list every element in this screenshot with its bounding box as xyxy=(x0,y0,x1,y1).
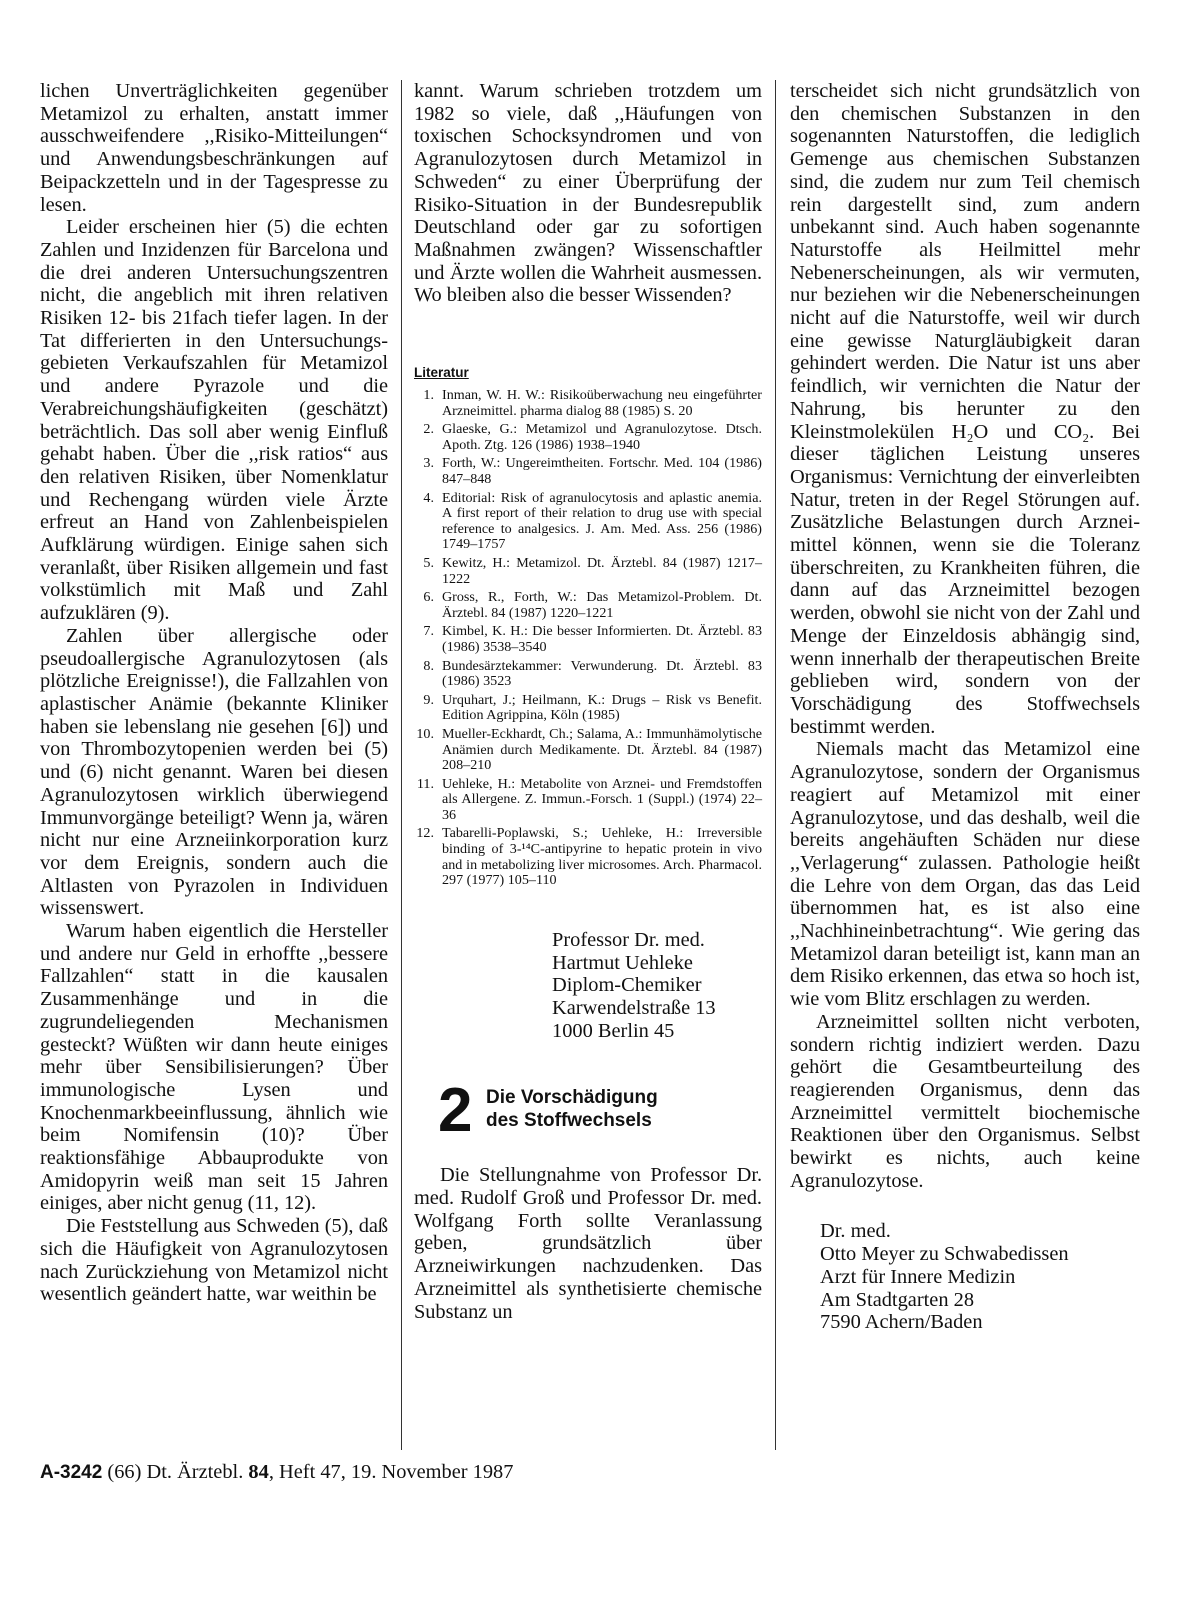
reference-text: Uehleke, H.: Metabolite von Arznei- und Fremdstoffen als Allergene. Z. Immun.-Forsch. 1 (Suppl.) (1974) 22–36 xyxy=(442,775,762,823)
paragraph: kannt. Warum schrieben trotzdem um 1982 so viele, daß ,,Häufungen von toxischen Schocksyndromen und von Agranulozytosen durch Metamizol in Schweden“ zu einer Überprüfung der Risiko-Situation in der Bundesrepublik Deutschland oder gar zu sofortigen Maßnahmen zwängen? Wissenschaftler und Ärzte wollen die Wahrheit ausmessen. Wo bleiben also die besser Wissenden? xyxy=(414,80,762,307)
reference-item xyxy=(414,826,762,888)
address-line: 1000 Berlin 45 xyxy=(552,1019,675,1042)
reference-number: 6. xyxy=(423,589,434,606)
reference-number: 3. xyxy=(423,455,434,472)
reference-item xyxy=(414,777,762,824)
reference-text: Urquhart, J.; Heilmann, K.: Drugs – Risk vs Benefit. Edition Agrippina, Köln (1985) xyxy=(442,691,762,724)
reference-item xyxy=(414,659,762,690)
paragraph: Zahlen über allergische oder pseudoallergische Agranulozytosen (als plötzliche Ereignisse!), die Fallzahlen von aplastischer Anämie (bekannte Kliniker haben sie lebenslang nie gesehen [6]) und von Thrombozytopenien werden bei (5) und (6) nicht genannt. Waren bei diesen Agranulozytosen wirklich überwiegend Immunvorgänge beteiligt? Wenn ja, wären nicht nur eine Arzneiinkorporation kurz vor dem Ereignis, sondern auch die Altlasten von Pyrazolen in Individuen wissenswert. xyxy=(40,624,388,920)
reference-item xyxy=(414,456,762,487)
column-3 xyxy=(790,80,1140,1334)
reference-number: 9. xyxy=(423,691,434,708)
section-title-line: Die Vorschädigung xyxy=(486,1087,658,1109)
page-number: A-3242 xyxy=(40,1462,103,1483)
page-footer xyxy=(40,1461,513,1484)
reference-item xyxy=(414,422,762,453)
reference-text: Gross, R., Forth, W.: Das Metamizol-Problem. Dt. Ärztebl. 84 (1987) 1220–1221 xyxy=(442,589,762,621)
reference-number: 8. xyxy=(423,657,434,674)
reference-number: 12. xyxy=(416,825,434,842)
reference-item xyxy=(414,388,762,419)
section-title xyxy=(486,1086,658,1132)
section-heading xyxy=(414,1076,762,1146)
reference-number: 5. xyxy=(423,554,434,571)
column-rule-2 xyxy=(775,80,776,1450)
column-2 xyxy=(414,80,762,1323)
footer-volume: 84 xyxy=(248,1461,269,1483)
paragraph: Arzneimittel sollten nicht verboten, sondern richtig indiziert werden. Dazu gehört die Gesamtbeurteilung des reagierenden Organismus, denn das Arzneimittel vermittelt biochemische Reaktionen über den Organismus. Selbst bewirkt es nichts, auch keine Agranulozytose. xyxy=(790,1010,1140,1192)
address-line: Dr. med. xyxy=(820,1220,891,1243)
reference-number: 11. xyxy=(416,775,434,792)
reference-text: Tabarelli-Poplawski, S.; Uehleke, H.: Irreversible binding of 3-¹⁴C-antipyrine to hepatic protein in vivo and in metabolizing liver microsomes. Arch. Pharmacol. 297 (1977) 105–110 xyxy=(442,825,762,889)
reference-number: 4. xyxy=(423,489,434,506)
address-line: Otto Meyer zu Schwabedissen xyxy=(820,1243,1069,1266)
paragraph: Die Stellungnahme von Professor Dr. med. Rudolf Groß und Professor Dr. med. Wolfgang Forth sollte Veranlassung geben, grundsätzlich über Arzneiwirkungen nachzudenken. Das Arzneimittel als synthetisierte chemische Substanz un xyxy=(414,1164,762,1323)
reference-text: Mueller-Eckhardt, Ch.; Salama, A.: Immunhämolytische Anämien durch Medikamente. Dt. Ärztebl. 84 (1987) 208–210 xyxy=(442,725,762,774)
paragraph: Leider erscheinen hier (5) die echten Zahlen und Inzidenzen für Barcelona und die drei anderen Untersuchungszentren nicht, die angeblich mit ihren relativen Risiken 12- bis 21fach tiefer lagen. In der Tat differierten in den Untersuchungsgebieten Verkaufszahlen für Metamizol und andere Pyrazole und die Verabreichungshäufigkeiten (geschätzt) beträchtlich. Das soll aber wenig Einfluß gehabt haben. Über die ,,risk ratios“ aus den relativen Risiken, über Nomenklatur und Rechengang würden viele Ärzte erfreut an Hand von Zahlenbeispielen Aufklärung würdigen. Einige sahen sich veranlaßt, über Risiken allgemein und fast volkstümlich mit Maß und Zahl aufzuklären (9). xyxy=(40,216,388,625)
reference-number: 2. xyxy=(423,421,434,438)
section-number: 2 xyxy=(438,1076,473,1146)
reference-text: Forth, W.: Ungereimtheiten. Fortschr. Med. 104 (1986) 847–848 xyxy=(442,455,762,487)
footer-citation: (66) Dt. Ärztebl. xyxy=(102,1461,249,1483)
address-line: Karwendelstraße 13 xyxy=(552,996,716,1019)
literature-heading: Literatur xyxy=(414,365,469,381)
section-title-line: des Stoffwechsels xyxy=(486,1110,652,1132)
reference-text: Editorial: Risk of agranulocytosis and aplastic anemia. A first report of their relation to drug use with special reference to analgesics. J. Am. Med. Ass. 256 (1986) 1749–1757 xyxy=(442,489,762,553)
reference-item xyxy=(414,491,762,553)
reference-number: 7. xyxy=(423,623,434,640)
address-line: Diplom-Chemiker xyxy=(552,974,702,997)
reference-text: Kewitz, H.: Metamizol. Dt. Ärztebl. 84 (1987) 1217–1222 xyxy=(442,554,762,587)
paragraph: Warum haben eigentlich die Hersteller und andere nur Geld in erhoffte ,,bessere Fallzahlen“ statt in die kausalen Zusammenhänge und in die zugrundeliegenden Mechanismen gesteckt? Wüßten wir dann heute einiges mehr über Sensibilisierungen? Über immunologische Lysen und Knochenmarkbeeinflussung, ähnlich wie beim Nomifensin (10)? Über reaktionsfähige Abbauprodukte von Amidopyrin weiß man seit 15 Jahren einiges, aber nicht genug (11, 12). xyxy=(40,920,388,1215)
reference-text: Inman, W. H. W.: Risikoüberwachung neu eingeführter Arzneimittel. pharma dialog 88 (1985) S. 20 xyxy=(442,387,762,419)
reference-item xyxy=(414,556,762,587)
reference-item xyxy=(414,590,762,621)
address-line: Professor Dr. med. xyxy=(552,928,705,951)
reference-number: 10. xyxy=(416,725,434,742)
paragraph: Die Feststellung aus Schweden (5), daß sich die Häufigkeit von Agranulozytosen nach Zurückziehung von Metamizol nicht wesentlich geändert hatte, war weithin be xyxy=(40,1215,388,1306)
author-address-2 xyxy=(820,1220,1140,1334)
paragraph: Niemals macht das Metamizol eine Agranulozytose, sondern der Organismus reagiert auf Metamizol mit einer Agranulozytose, und das deshalb, weil die bereits angehäuften Schäden nur diese ,,Verlagerung“ zulassen. Pathologie heißt die Lehre von dem Organ, das das Leid übernommen hat, es ist also eine ,,Nachhineinbetrachtung“. Wie gering das Metamizol daran beteiligt ist, kann man an dem Risiko erkennen, das etwa so hoch ist, wie vom Blitz erschlagen zu werden. xyxy=(790,738,1140,1011)
reference-list xyxy=(414,388,762,889)
address-line: Am Stadtgarten 28 xyxy=(820,1288,975,1311)
reference-item xyxy=(414,727,762,774)
reference-text: Bundesärztekammer: Verwunderung. Dt. Ärztebl. 83 (1986) 3523 xyxy=(442,657,762,690)
reference-item xyxy=(414,693,762,724)
reference-text: Kimbel, K. H.: Die besser Informierten. Dt. Ärztebl. 83 (1986) 3538–3540 xyxy=(442,623,762,655)
author-address-1 xyxy=(552,929,762,1043)
address-line: Hartmut Uehleke xyxy=(552,951,693,974)
column-1 xyxy=(40,80,388,1306)
footer-issue: , Heft 47, 19. November 1987 xyxy=(268,1461,514,1483)
address-line: 7590 Achern/Baden xyxy=(820,1311,983,1334)
address-line: Arzt für Innere Medizin xyxy=(820,1265,1016,1288)
paragraph: terscheidet sich nicht grundsätzlich von den chemischen Substanzen in den sogenannten Naturstoffen, die lediglich Gemenge aus chemischen Substanzen sind, die zudem nur zum Teil chemisch rein dargestellt sind, zum andern unbekannt sind. Auch haben sogenannte Naturstoffe als Heilmittel mehr Nebenerscheinungen, als wir vermuten, nur beziehen wir die Nebenerscheinungen nicht auf die Naturstoffe, weil wir durch eine gewisse Naturgläubigkeit daran gehindert werden. Die Natur ist uns aber feindlich, wir vernichten die Natur der Nahrung, bis herunter zu den Kleinstmolekülen H₂O und CO₂. Bei dieser täglichen Leistung unseres Organismus: Vernichtung der einverleibten Natur, treten in der Regel Störungen auf. Zusätzliche Belastungen durch Arzneimittel können, wenn sie die Toleranz überschreiten, zu Krankheiten führen, die dann auf das Arzneimittel bezogen werden, obwohl sie nicht von der Zahl und Menge der Einzeldosis abhängig sind, wenn innerhalb der therapeutischen Breite geblieben wird, sondern von der Vorschädigung des Stoffwechsels bestimmt werden. xyxy=(790,80,1140,738)
paragraph: lichen Unverträglichkeiten gegenüber Metamizol zu erhalten, anstatt immer ausschweifendere ,,Risiko-Mitteilungen“ und Anwendungsbeschränkungen auf Beipackzetteln und in der Tagespresse zu lesen. xyxy=(40,80,388,216)
reference-text: Glaeske, G.: Metamizol und Agranulozytose. Dtsch. Apoth. Ztg. 126 (1986) 1938–1940 xyxy=(442,421,762,453)
reference-number: 1. xyxy=(423,387,434,404)
column-rule-1 xyxy=(401,80,402,1450)
reference-item xyxy=(414,624,762,655)
